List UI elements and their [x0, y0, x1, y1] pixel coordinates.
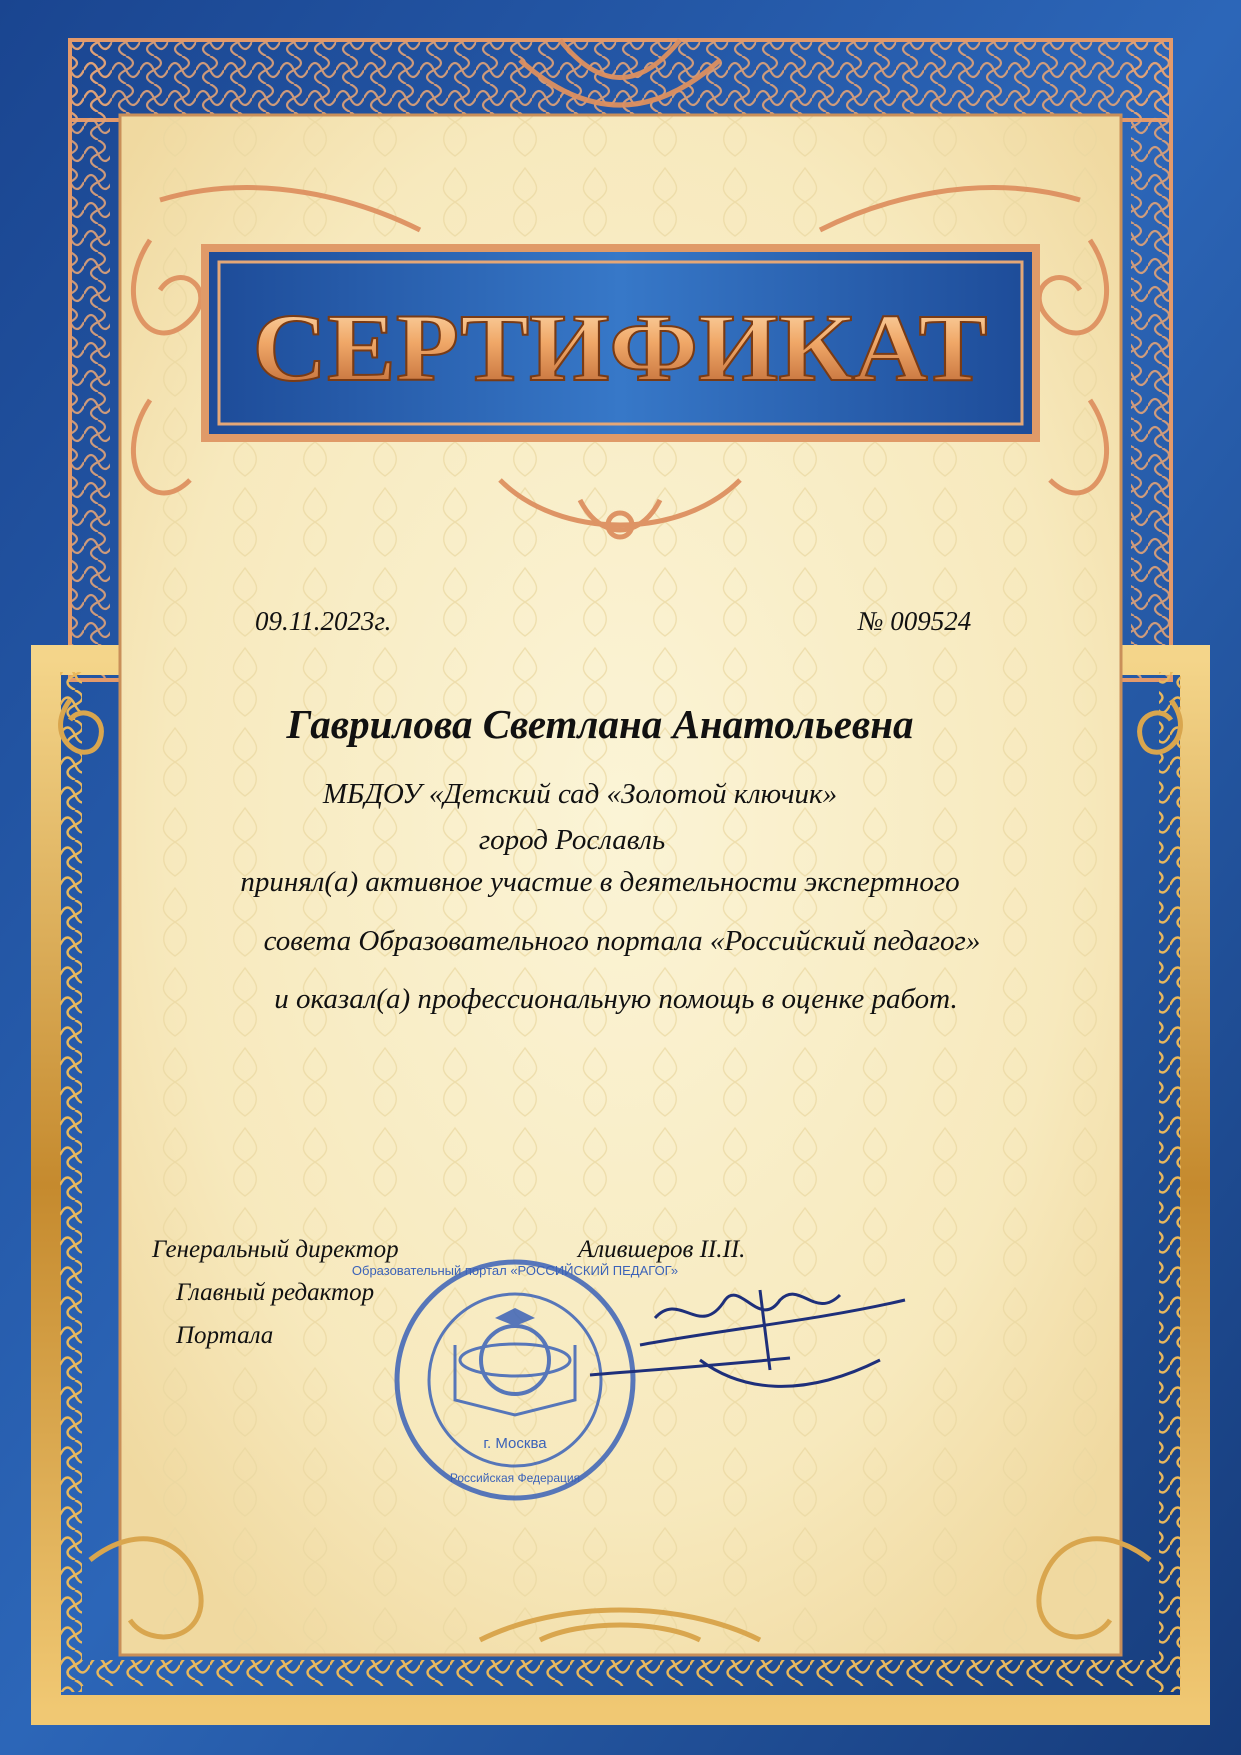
- stamp-city: г. Москва: [483, 1435, 547, 1452]
- body-line: и оказал(а) профессиональную помощь в оценке работ.: [274, 983, 958, 1015]
- signatory-role: Главный редактор: [176, 1279, 375, 1306]
- body-line: принял(а) активное участие в деятельности экспертного: [240, 866, 960, 898]
- recipient-name: Гаврилова Светлана Анатольевна: [286, 701, 914, 747]
- issue-date: 09.11.2023г.: [255, 606, 392, 636]
- organization: МБДОУ «Детский сад «Золотой ключик»: [322, 778, 838, 810]
- signatory-name: Алившеров II.II.: [578, 1236, 746, 1263]
- certificate-title: СЕРТИФИКАТ: [252, 294, 988, 401]
- certificate-number: № 009524: [858, 606, 972, 636]
- signatory-role: Генеральный директор: [152, 1236, 399, 1263]
- stamp-bottom-text: Российская Федерация: [449, 1471, 581, 1485]
- body-line: совета Образовательного портала «Российский педагог»: [263, 925, 981, 957]
- stamp-ring-text: Образовательный портал «РОССИЙСКИЙ ПЕДАГОГ»: [351, 1263, 679, 1278]
- city: город Рославль: [478, 824, 666, 856]
- signatory-role: Портала: [176, 1322, 274, 1349]
